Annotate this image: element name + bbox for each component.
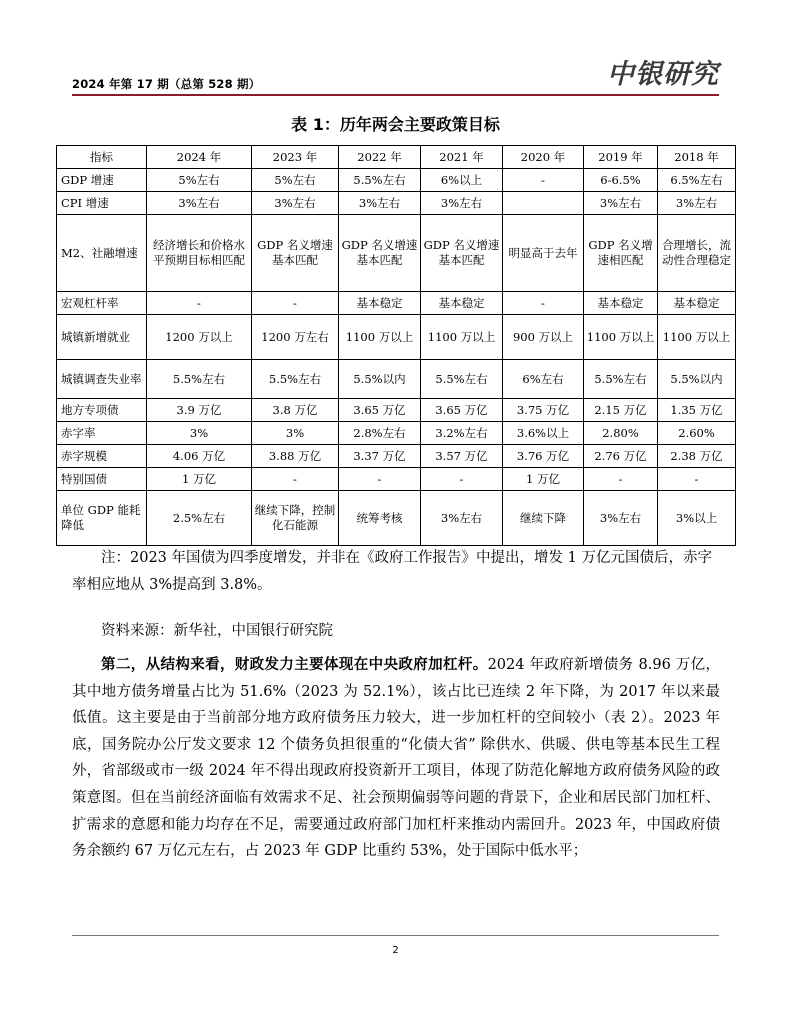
table-cell: 3%左右 [252, 192, 339, 215]
table-cell: 5%左右 [147, 169, 252, 192]
table-cell: - [339, 468, 421, 491]
table-cell: 5.5%左右 [339, 169, 421, 192]
table-cell: 基本稳定 [584, 292, 658, 315]
table-cell: 明显高于去年 [503, 215, 584, 292]
table-note: 注：2023 年国债为四季度增发，并非在《政府工作报告》中提出，增发 1 万亿元国债后，赤字率相应地从 3%提高到 3.8%。 [72, 550, 712, 593]
table-cell: 合理增长，流动性合理稳定 [658, 215, 736, 292]
table-cell: GDP 名义增速基本匹配 [252, 215, 339, 292]
table-cell: 3.75 万亿 [503, 399, 584, 422]
table-cell: 2.80% [584, 422, 658, 445]
column-header: 2023 年 [252, 146, 339, 169]
table-cell: 继续下降 [503, 491, 584, 546]
table-cell: - [658, 468, 736, 491]
footer-divider [72, 935, 719, 936]
column-header: 2022 年 [339, 146, 421, 169]
table-row [57, 360, 736, 399]
table-cell: - [421, 468, 503, 491]
column-header: 2020 年 [503, 146, 584, 169]
body-paragraph [72, 652, 720, 865]
table-cell: 1 万亿 [147, 468, 252, 491]
row-label: GDP 增速 [57, 169, 147, 192]
row-label: 地方专项债 [57, 399, 147, 422]
table-cell: 1200 万以上 [147, 315, 252, 360]
table-cell: GDP 名义增速相匹配 [584, 215, 658, 292]
table-row [57, 422, 736, 445]
table-cell: 5.5%以内 [339, 360, 421, 399]
table-row [57, 445, 736, 468]
table-cell: 1200 万左右 [252, 315, 339, 360]
table-cell: 3%左右 [421, 192, 503, 215]
table-cell: - [252, 292, 339, 315]
table-cell: 3%左右 [421, 491, 503, 546]
column-header: 2019 年 [584, 146, 658, 169]
table-cell: 3%左右 [584, 491, 658, 546]
column-header: 2021 年 [421, 146, 503, 169]
header-divider [72, 94, 719, 96]
table-cell: 2.76 万亿 [584, 445, 658, 468]
policy-targets-table [56, 145, 736, 546]
table-row [57, 491, 736, 546]
table-cell: 1100 万以上 [658, 315, 736, 360]
row-label: 赤字率 [57, 422, 147, 445]
table-cell: 3% [147, 422, 252, 445]
table-caption: 表 1：历年两会主要政策目标 [291, 115, 500, 134]
table-cell: 4.06 万亿 [147, 445, 252, 468]
table-row [57, 399, 736, 422]
table-cell: 5.5%左右 [147, 360, 252, 399]
table-cell: 3.76 万亿 [503, 445, 584, 468]
table-cell: 1 万亿 [503, 468, 584, 491]
table-cell: 1100 万以上 [339, 315, 421, 360]
table-cell: 2.5%左右 [147, 491, 252, 546]
table-row [57, 315, 736, 360]
table-cell: 3%以上 [658, 491, 736, 546]
table-cell: 5.5%左右 [252, 360, 339, 399]
table-cell: 5.5%以内 [658, 360, 736, 399]
table-cell: 3.8 万亿 [252, 399, 339, 422]
row-label: 宏观杠杆率 [57, 292, 147, 315]
table-cell: 基本稳定 [658, 292, 736, 315]
table-cell: 2.15 万亿 [584, 399, 658, 422]
table-cell: 3%左右 [584, 192, 658, 215]
table-cell: 3.65 万亿 [421, 399, 503, 422]
table-cell: 1.35 万亿 [658, 399, 736, 422]
table-row [57, 292, 736, 315]
column-header: 2024 年 [147, 146, 252, 169]
table-cell: 3%左右 [147, 192, 252, 215]
table-cell: 3.57 万亿 [421, 445, 503, 468]
table-cell: 3%左右 [658, 192, 736, 215]
table-row [57, 468, 736, 491]
table-cell: 5.5%左右 [584, 360, 658, 399]
table-cell: 3.2%左右 [421, 422, 503, 445]
row-label: 单位 GDP 能耗降低 [57, 491, 147, 546]
table-cell: - [584, 468, 658, 491]
table-cell: 3.65 万亿 [339, 399, 421, 422]
paragraph-text: 2024 年政府新增债务 8.96 万亿，其中地方债务增量占比为 51.6%（2023 为 52.1%），该占比已连续 2 年下降，为 2017 年以来最低值。这主要是由于当前部分地方政府债务压力较大，进一步加杠杆的空间较小（表 2）。2023 年底，国务院办公厅发文要求 12 个债务负担很重的“化债大省” 除供水、供暖、供电等基本民生工程外，省部级或市一级 2024 年不得出现政府投资新开工项目，体现了防范化解地方政府债务风险的政策意图。但在当前经济面临有效需求不足、社会预期偏弱等问题的背景下，企业和居民部门加杠杆、扩需求的意愿和能力均存在不足，需要通过政府部门加杠杆来推动内需回升。2023 年，中国政府债务余额约 67 万亿元左右，占 2023 年 GDP 比重约 53%，处于国际中低水平； [72, 657, 721, 860]
table-cell: 继续下降，控制化石能源 [252, 491, 339, 546]
table-cell: 6.5%左右 [658, 169, 736, 192]
table-row [57, 215, 736, 292]
table-header-row [57, 146, 736, 169]
table-cell: 900 万以上 [503, 315, 584, 360]
table-cell: 3%左右 [339, 192, 421, 215]
table-cell: 3.88 万亿 [252, 445, 339, 468]
table-cell: 基本稳定 [339, 292, 421, 315]
source-note: 资料来源：新华社，中国银行研究院 [101, 623, 333, 639]
table-cell: 3.6%以上 [503, 422, 584, 445]
table-cell: - [147, 292, 252, 315]
issue-label: 2024 年第 17 期（总第 528 期） [72, 77, 261, 91]
table-cell: 经济增长和价格水平预期目标相匹配 [147, 215, 252, 292]
table-cell: - [503, 169, 584, 192]
table-cell: 6-6.5% [584, 169, 658, 192]
row-label: M2、社融增速 [57, 215, 147, 292]
row-label: 赤字规模 [57, 445, 147, 468]
table-row [57, 169, 736, 192]
table-cell: 基本稳定 [421, 292, 503, 315]
row-label: 城镇调查失业率 [57, 360, 147, 399]
row-label: 特别国债 [57, 468, 147, 491]
page-number: 2 [392, 945, 399, 956]
table-cell: - [503, 292, 584, 315]
table-cell: 3.37 万亿 [339, 445, 421, 468]
table-cell: 5.5%左右 [421, 360, 503, 399]
logo: 中银研究 [607, 59, 719, 90]
table-cell: GDP 名义增速基本匹配 [339, 215, 421, 292]
row-label: 城镇新增就业 [57, 315, 147, 360]
table-cell: 3.9 万亿 [147, 399, 252, 422]
paragraph-lead: 第二，从结构来看，财政发力主要体现在中央政府加杠杆。 [101, 657, 488, 673]
table-cell [503, 192, 584, 215]
table-cell: 3% [252, 422, 339, 445]
table-cell: 2.8%左右 [339, 422, 421, 445]
row-label: CPI 增速 [57, 192, 147, 215]
table-cell: 2.38 万亿 [658, 445, 736, 468]
table-cell: GDP 名义增速基本匹配 [421, 215, 503, 292]
table-cell: 统筹考核 [339, 491, 421, 546]
table-cell: 1100 万以上 [421, 315, 503, 360]
table-cell: 5%左右 [252, 169, 339, 192]
table-cell: 2.60% [658, 422, 736, 445]
table-cell: - [252, 468, 339, 491]
table-cell: 6%左右 [503, 360, 584, 399]
column-header: 2018 年 [658, 146, 736, 169]
table-row [57, 192, 736, 215]
column-header: 指标 [57, 146, 147, 169]
table-cell: 1100 万以上 [584, 315, 658, 360]
table-cell: 6%以上 [421, 169, 503, 192]
